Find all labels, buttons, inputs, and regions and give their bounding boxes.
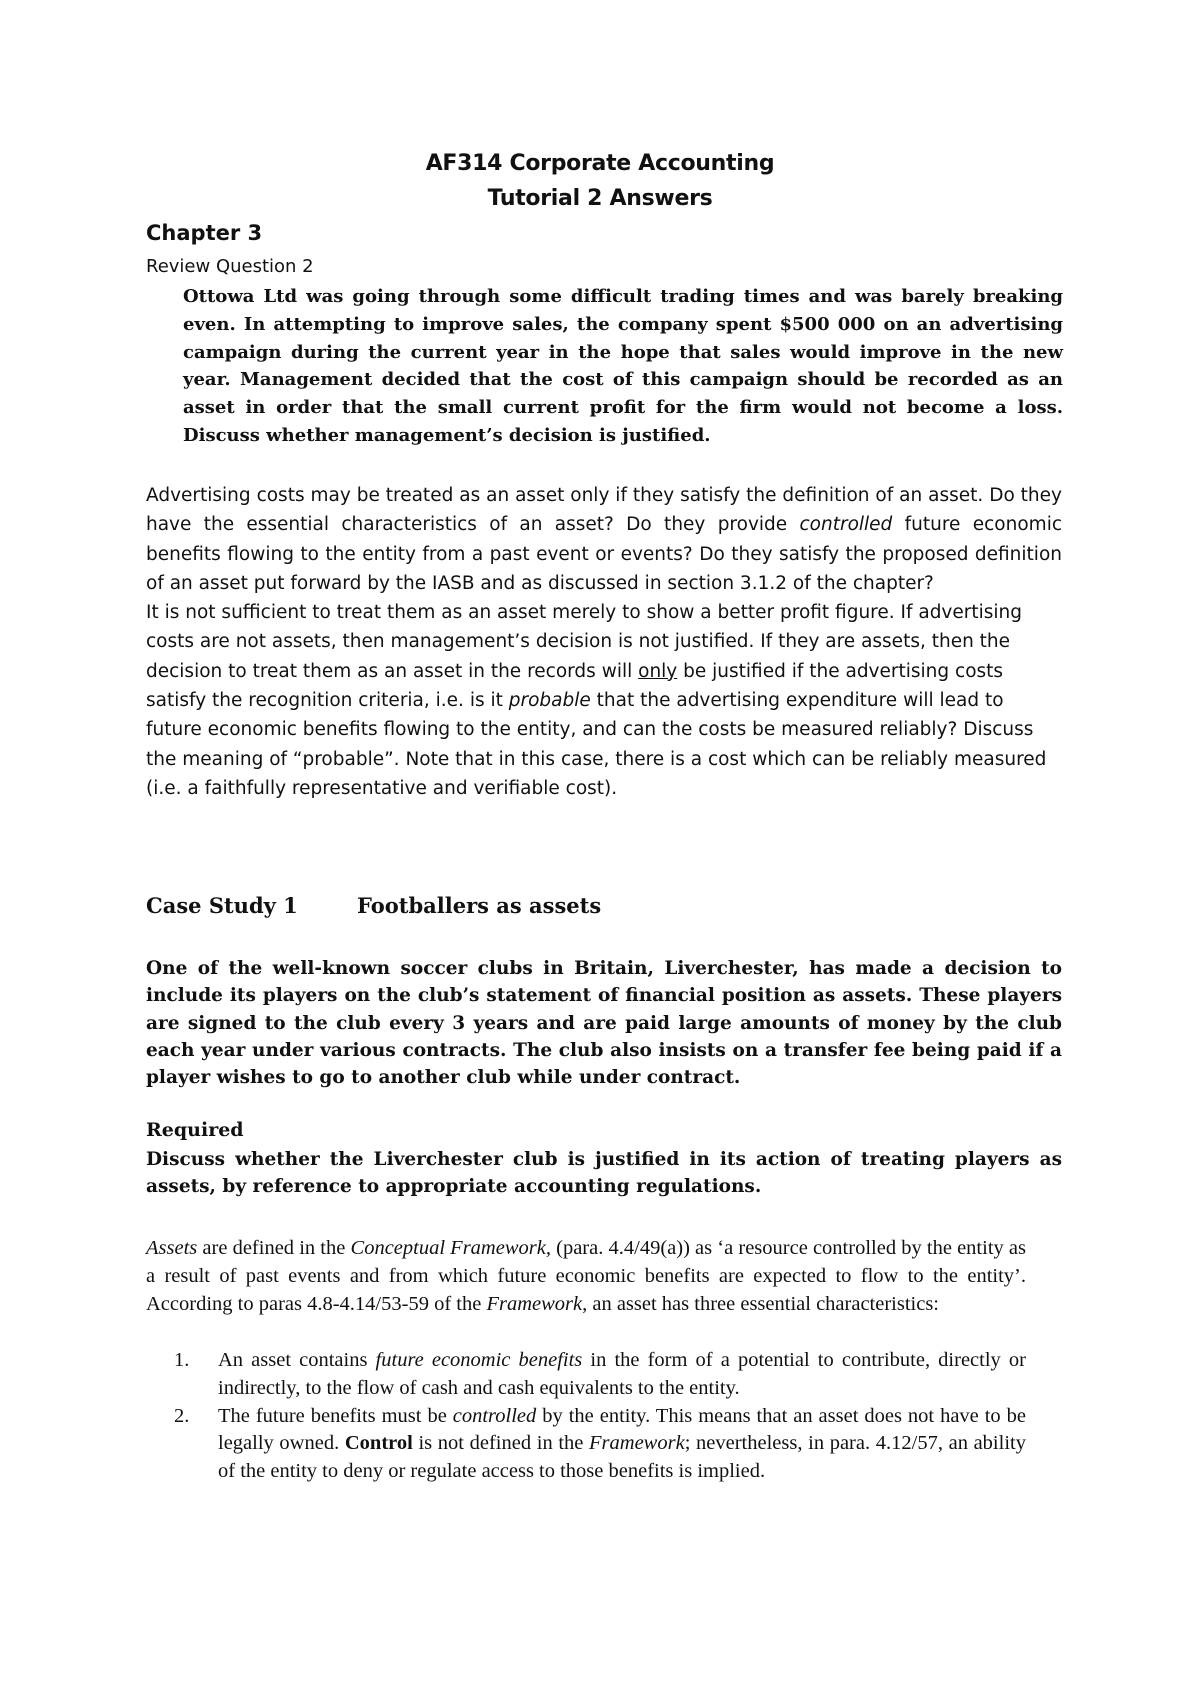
list-text: by the entity. This means that an asset does not have to be legally owned.	[218, 1404, 1026, 1455]
document-title: AF314 Corporate Accounting	[425, 151, 775, 176]
list-emphasis: Framework	[589, 1432, 685, 1455]
answer-paragraph-1	[146, 481, 1062, 598]
list-text: is not defined in the	[412, 1432, 590, 1455]
definition-text: (para. 4.4/49(a)) as ‘a resource controlled by the entity as a result of past events and from which future economic benefits are expected to flow to the entity’. According to paras 4.8-4.14/53-59 of the	[146, 1237, 1026, 1315]
answer-paragraph-2	[146, 598, 1062, 803]
assets-definition	[146, 1235, 1026, 1318]
answer-underline: only	[638, 660, 678, 682]
list-emphasis: controlled	[452, 1404, 537, 1427]
list-item	[146, 1347, 1026, 1403]
chapter-heading: Chapter 3	[146, 221, 263, 245]
list-emphasis: future economic benefits	[375, 1349, 583, 1371]
list-text: in the form of a potential to contribute, directly or indirectly, to the flow of cash and cash equivalents to the entity.	[218, 1349, 1026, 1399]
list-item	[146, 1403, 1026, 1486]
case-study-title: Footballers as assets	[357, 893, 602, 918]
definition-text: , an asset has three essential characteristics:	[582, 1292, 939, 1315]
characteristics-list	[146, 1347, 1026, 1486]
answer-text: future economic benefits flowing to the entity from a past event or events? Do they satisfy the proposed definition of an asset put forward by the IASB and as discussed in section 3.1.2 of the chapter?	[146, 514, 1063, 594]
list-text: An asset contains	[218, 1349, 376, 1371]
answer-emphasis: probable	[508, 690, 591, 712]
case-study-body: One of the well-known soccer clubs in Britain, Liverchester, has made a decision to include its players on the club’s statement of financial position as assets. These players are signed to the club every 3 years and are paid large amounts of money by the club each year under various contracts. The club also insists on a transfer fee being paid if a player wishes to go to another club while under contract.	[146, 958, 1062, 1089]
list-strong: Control	[344, 1432, 413, 1455]
answer-text: Advertising costs may be treated as an asset only if they satisfy the definition of an asset. Do they have the essential characteristics of an asset? Do they provide	[146, 485, 1062, 536]
review-answer	[146, 481, 1062, 803]
definition-emphasis: Assets	[146, 1237, 198, 1259]
review-question-text: Ottowa Ltd was going through some difficult trading times and was barely breaking even. In attempting to improve sales, the company spent $500 000 on an advertising campaign during the current year in the hope that sales would improve in the new year. Management decided that the cost of this campaign should be recorded as an asset in order that the small current profit for the firm would not become a loss. Discuss whether management’s decision is justified.	[183, 286, 1063, 446]
definition-emphasis: Framework	[486, 1292, 583, 1315]
answer-text: that the advertising expenditure will lead to future economic benefits flowing to the entity, and can the costs be measured reliably? Discuss the meaning of “probable”. Note that in this case, there is a cost which can be reliably measured (i.e. a faithfully representative and verifiable cost).	[146, 690, 1047, 799]
list-number: 2.	[174, 1404, 190, 1427]
answer-text: be justified if the advertising costs satisfy the recognition criteria, i.e. is it	[146, 660, 1004, 712]
review-question-label: Review Question 2	[146, 256, 314, 277]
answer-text: It is not sufficient to treat them as an asset merely to show a better profit figure. If advertising costs are not assets, then management’s decision is not justified. If they are assets, then the decision to treat them as an asset in the records will	[146, 602, 1023, 682]
definition-text: are defined in the	[197, 1237, 351, 1259]
list-number: 1.	[174, 1349, 190, 1371]
case-study-heading	[146, 893, 602, 918]
required-label: Required	[146, 1119, 244, 1141]
answer-emphasis: controlled	[799, 514, 893, 536]
list-text: ; nevertheless, in para. 4.12/57, an ability of the entity to deny or regulate access to those benefits is implied.	[218, 1432, 1026, 1483]
required-text: Discuss whether the Liverchester club is justified in its action of treating players as assets, by reference to appropriate accounting regulations.	[146, 1149, 1062, 1198]
case-study-label: Case Study 1	[146, 893, 298, 918]
document-subtitle: Tutorial 2 Answers	[487, 186, 713, 211]
list-text: The future benefits must be	[218, 1404, 453, 1427]
definition-emphasis: Conceptual Framework,	[350, 1237, 551, 1259]
